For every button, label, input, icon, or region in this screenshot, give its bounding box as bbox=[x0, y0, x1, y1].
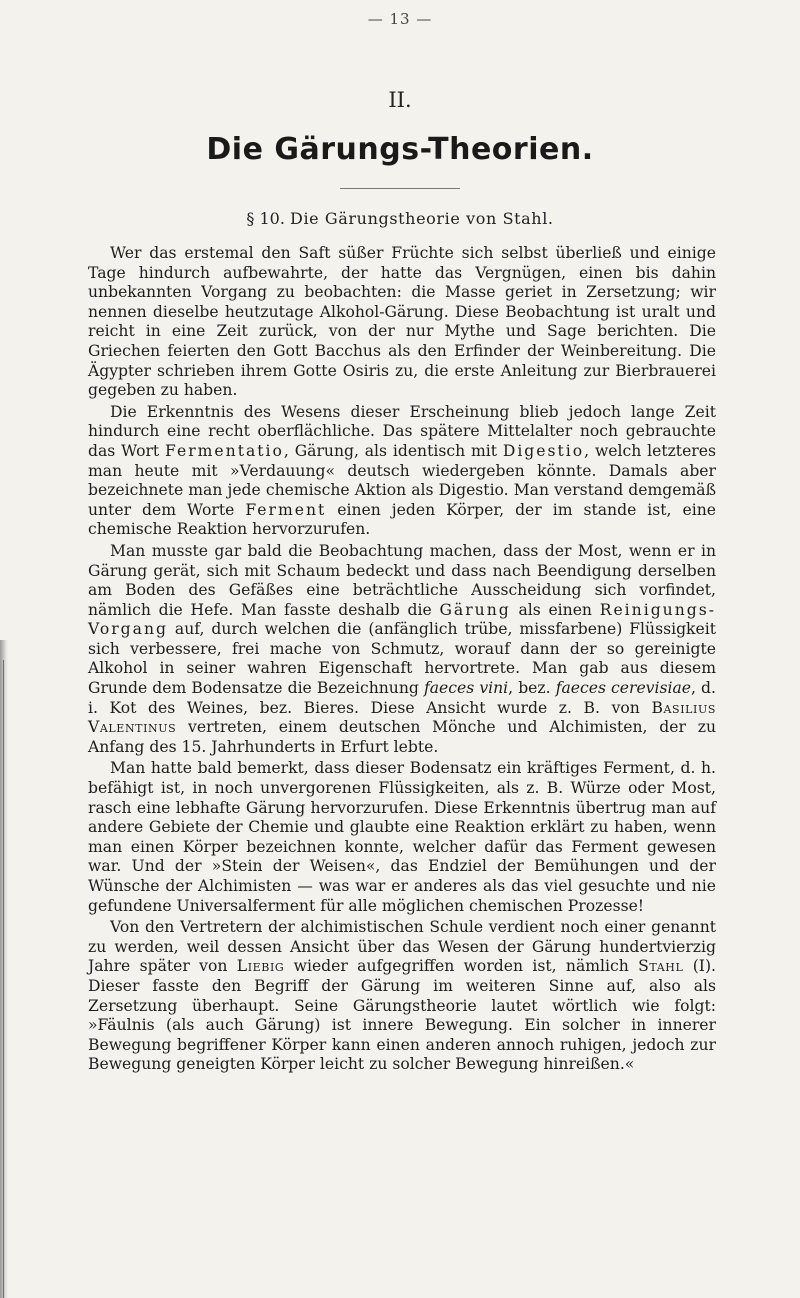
section-heading bbox=[0, 209, 800, 228]
section-mark: § 10. bbox=[246, 209, 285, 228]
page-edge-shadow bbox=[0, 640, 8, 1298]
text-segment: Wer das erstemal den Saft süßer Früchte sich selbst überließ und einige Tage hindurch aufbewahrte, der hatte das Vergnügen, einen bis dahin unbekannten Vorgang zu beobachten: die Masse geriet in Zersetzung; wir nennen dieselbe heutzutage Alkohol-Gärung. Diese Beobachtung ist uralt und reicht in eine Zeit zurück, von der nur Mythe und Sage berichten. Die Griechen feierten den Gott Bacchus als den Erfinder der Weinbereitung. Die Ägypter schrieben ihrem Gotte Osiris zu, die erste Anleitung zur Bierbrauerei gegeben zu haben. bbox=[88, 244, 716, 400]
paragraph bbox=[88, 403, 716, 540]
chapter-title: Die Gärungs-Theorien. bbox=[206, 132, 594, 167]
section-title: Die Gärungstheorie von Stahl. bbox=[290, 209, 554, 228]
text-segment: , welch letzteres man heute mit »Verdauung« deutsch wiedergeben könnte. Damals aber bezeichnete man jede chemische Aktion als Digestio. Man verstand demgemäß unter dem Worte bbox=[88, 441, 716, 519]
paragraph bbox=[88, 918, 716, 1075]
page-edge-line bbox=[3, 660, 4, 1298]
text-segment: einen jeden Körper, der im stande ist, eine chemische Reaktion hervorzurufen. bbox=[88, 500, 716, 539]
text-segment: Man hatte bald bemerkt, dass dieser Bodensatz ein kräftiges Ferment, d. h. befähigt ist, in noch unvergorenen Flüssigkeiten, als z. B. Würze oder Most, rasch eine lebhafte Gärung hervorzurufen. Diese Erkenntnis übertrug man auf andere Gebiete der Chemie und glaubte eine Reaktion erklärt zu haben, wenn man einen Körper bezeichnen konnte, welcher dafür das Ferment gewesen war. Und der »Stein der Weisen«, das Endziel der Bemühungen und der Wünsche der Alchimisten — was war er anderes als das viel gesuchte und nie gefundene Universalferment für alle möglichen chemischen Prozesse! bbox=[88, 759, 716, 915]
text-segment: faeces vini bbox=[423, 679, 509, 698]
text-segment: , Gärung, als identisch mit bbox=[283, 441, 503, 460]
text-segment: auf, durch welchen die (anfänglich trübe, missfarbene) Flüssigkeit sich verbessere, frei mache von Schmutz, worauf dann der so gereinigte Alkohol in seiner wahren Eigenschaft hervortrete. Man gab aus diesem Grunde dem Bodensatze die Bezeichnung bbox=[88, 620, 716, 698]
chapter-number: II. bbox=[388, 88, 412, 112]
text-segment: Basilius Valentinus bbox=[88, 698, 716, 737]
text-segment: , d. i. Kot des Weines, bez. Bieres. Diese Ansicht wurde z. B. von bbox=[88, 679, 716, 717]
text-segment: wieder aufgegriffen worden ist, nämlich bbox=[284, 957, 639, 976]
text-segment: , bez. bbox=[508, 679, 556, 698]
page-number: — 13 — bbox=[367, 10, 433, 28]
text-segment: Reinigungs-Vorgang bbox=[88, 600, 717, 639]
text-segment: Ferment bbox=[245, 500, 327, 519]
paragraph bbox=[88, 244, 716, 401]
text-segment: Von den Vertretern der alchimistischen Schule verdient noch einer genannt zu werden, weil dessen Ansicht über das Wesen der Gärung hundertvierzig Jahre später von bbox=[88, 918, 716, 976]
text-segment: als einen bbox=[510, 600, 600, 619]
text-segment: Man musste gar bald die Beobachtung machen, dass der Most, wenn er in Gärung gerät, sich mit Schaum bedeckt und dass nach Beendigung derselben am Boden des Gefäßes eine beträchtliche Ausscheidung sich vorfindet, nämlich die Hefe. Man fasste deshalb die bbox=[88, 541, 716, 619]
paragraph bbox=[88, 542, 716, 758]
text-segment: vertreten, einem deutschen Mönche und Alchimisten, der zu Anfang des 15. Jahrhunderts in Erfurt lebte. bbox=[88, 718, 716, 756]
text-segment: Gärung bbox=[439, 600, 511, 619]
text-segment: Liebig bbox=[236, 957, 285, 976]
body-text bbox=[88, 244, 716, 1077]
text-segment: faeces cerevisiae bbox=[555, 679, 691, 698]
title-divider bbox=[340, 188, 460, 189]
text-segment: Die Erkenntnis des Wesens dieser Erscheinung blieb jedoch lange Zeit hindurch eine recht oberflächliche. Das spätere Mittelalter noch gebrauchte das Wort bbox=[88, 402, 716, 460]
paragraph bbox=[88, 759, 716, 916]
text-segment: (I). Dieser fasste den Begriff der Gärung im weiteren Sinne auf, also als Zersetzung überhaupt. Seine Gärungstheorie lautet wörtlich wie folgt: »Fäulnis (als auch Gärung) ist innere Bewegung. Ein solcher in innerer Bewegung begriffener Körper kann einen anderen annoch ruhigen, jedoch zur Bewegung geneigten Körper leicht zu solcher Bewegung hinreißen.« bbox=[88, 957, 716, 1074]
text-segment: Stahl bbox=[638, 957, 684, 976]
text-segment: Fermentatio bbox=[165, 441, 284, 460]
text-segment: Digestio bbox=[502, 441, 585, 460]
